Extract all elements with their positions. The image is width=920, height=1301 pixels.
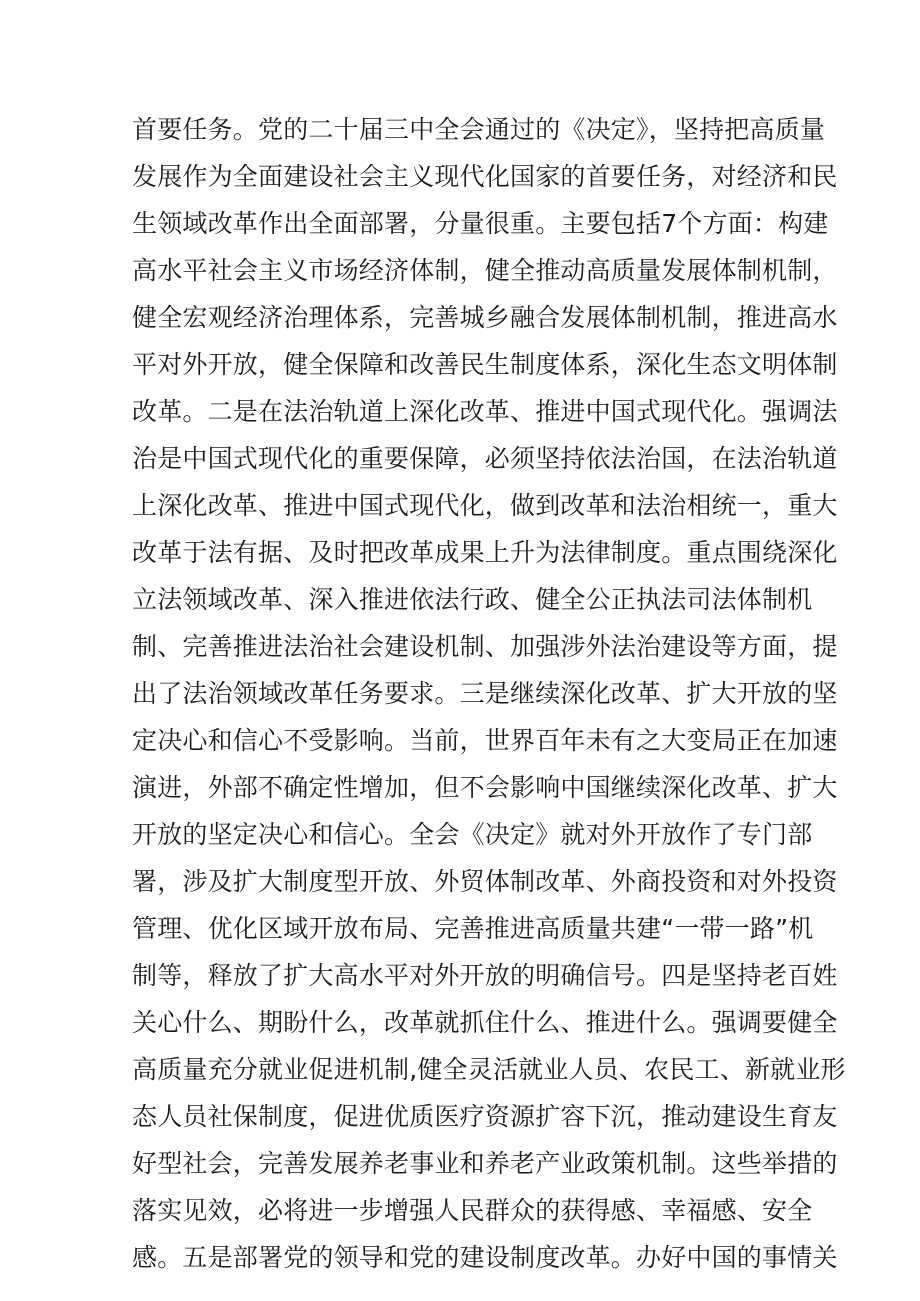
text-line: 改革。二是在法治轨道上深化改革、推进中国式现代化。强调法 — [132, 397, 838, 426]
text-line: 署，涉及扩大制度型开放、外贸体制改革、外商投资和对外投资 — [132, 867, 838, 896]
text-line: 高水平社会主义市场经济体制，健全推动高质量发展体制机制， — [132, 256, 838, 285]
text-line: 高质量充分就业促进机制,健全灵活就业人员、农民工、新就业形 — [132, 1055, 846, 1084]
text-line: 开放的坚定决心和信心。全会《决定》就对外开放作了专门部 — [132, 820, 813, 849]
text-line: 出了法治领域改革任务要求。三是继续深化改革、扩大开放的坚 — [132, 679, 838, 708]
text-line: 好型社会，完善发展养老事业和养老产业政策机制。这些举措的 — [132, 1149, 838, 1178]
text-line: 治是中国式现代化的重要保障，必须坚持依法治国，在法治轨道 — [132, 444, 838, 473]
text-line: 管理、优化区域开放布局、完善推进高质量共建“一带一路”机 — [132, 914, 814, 943]
text-line: 落实见效，必将进一步增强人民群众的获得感、幸福感、安全 — [132, 1196, 813, 1225]
text-line: 态人员社保制度，促进优质医疗资源扩容下沉，推动建设生育友 — [132, 1102, 838, 1131]
text-line: 感。五是部署党的领导和党的建设制度改革。办好中国的事情关 — [132, 1243, 838, 1272]
text-line: 改革于法有据、及时把改革成果上升为法律制度。重点围绕深化 — [132, 538, 838, 567]
text-line: 定决心和信心不受影响。当前，世界百年未有之大变局正在加速 — [132, 726, 838, 755]
text-line: 关心什么、期盼什么，改革就抓住什么、推进什么。强调要健全 — [132, 1008, 838, 1037]
text-line: 生领域改革作出全面部署，分量很重。主要包括7个方面：构建 — [132, 209, 829, 238]
text-line: 制、完善推进法治社会建设机制、加强涉外法治建设等方面，提 — [132, 632, 838, 661]
text-line: 演进，外部不确定性增加，但不会影响中国继续深化改革、扩大 — [132, 773, 838, 802]
text-line: 制等，释放了扩大高水平对外开放的明确信号。四是坚持老百姓 — [132, 961, 838, 990]
body-text — [132, 106, 846, 1281]
text-line: 平对外开放，健全保障和改善民生制度体系，深化生态文明体制 — [132, 350, 838, 379]
text-line: 首要任务。党的二十届三中全会通过的《决定》，坚持把高质量 — [132, 115, 826, 144]
text-line: 立法领域改革、深入推进依法行政、健全公正执法司法体制机 — [132, 585, 813, 614]
text-line: 发展作为全面建设社会主义现代化国家的首要任务，对经济和民 — [132, 162, 838, 191]
text-line: 上深化改革、推进中国式现代化，做到改革和法治相统一，重大 — [132, 491, 838, 520]
text-line: 健全宏观经济治理体系，完善城乡融合发展体制机制，推进高水 — [132, 303, 838, 332]
